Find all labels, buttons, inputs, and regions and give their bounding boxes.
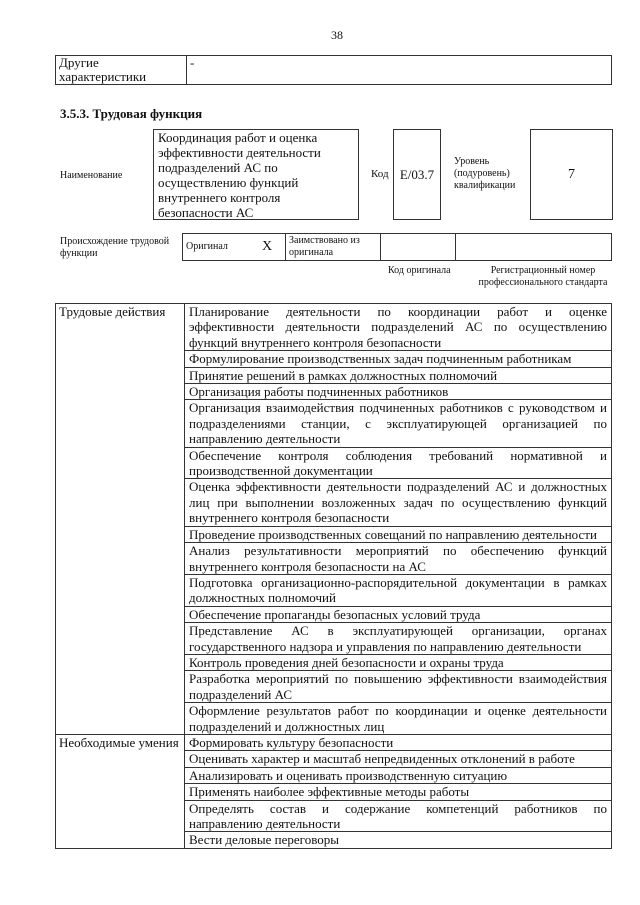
function-details-table (55, 303, 612, 849)
code-original-caption: Код оригинала (388, 265, 451, 276)
original-mark: X (249, 234, 286, 261)
function-code (393, 129, 441, 220)
labor-action-item: Обеспечение пропаганды безопасных условий труда (185, 606, 612, 622)
skill-row (56, 734, 612, 750)
code-label: Код (371, 168, 389, 180)
qualification-level-value: 7 (568, 166, 575, 182)
labor-action-item: Организация работы подчиненных работников (185, 384, 612, 400)
original-label: Оригинал (183, 234, 250, 261)
section-title: 3.5.3. Трудовая функция (60, 106, 203, 121)
labor-action-item: Анализ результативности мероприятий по обеспечению функций внутреннего контроля безопасности на АС (185, 543, 612, 575)
labor-action-item: Формулирование производственных задач подчиненным работникам (185, 351, 612, 367)
other-characteristics-table (55, 55, 612, 85)
labor-action-item: Оформление результатов работ по координации и оценке деятельности подразделений и должностных лиц (185, 703, 612, 735)
skill-item: Определять состав и содержание компетенций работников по направлению деятельности (185, 800, 612, 832)
original-code-cell (381, 234, 456, 261)
labor-action-row (56, 304, 612, 351)
other-label: Другие характеристики (56, 56, 187, 85)
qualification-level (530, 129, 613, 220)
level-label: Уровень (подуровень) квалификации (454, 156, 516, 191)
labor-action-item: Оценка эффективности деятельности подразделений АС и должностных лиц при выполнении возложенных задач по осуществлению функций внутреннего контроля безопасности (185, 479, 612, 526)
function-name: Координация работ и оценка эффективности деятельности подразделений АС по осуществлению функций внутреннего контроля безопасности АС (153, 129, 359, 220)
actions-label: Трудовые действия (56, 304, 185, 735)
labor-action-item: Организация взаимодействия подчиненных работников с руководством и подразделениями станции, с эксплуатирующей организацией по направлению деятельности (185, 400, 612, 447)
labor-action-item: Контроль проведения дней безопасности и охраны труда (185, 654, 612, 670)
function-code-value: E/03.7 (399, 166, 435, 182)
reg-number-cell (456, 234, 612, 261)
borrowed-label: Заимствовано из оригинала (286, 234, 381, 261)
labor-action-item: Подготовка организационно-распорядительной документации в рамках должностных полномочий (185, 574, 612, 606)
other-value: - (187, 56, 612, 85)
labor-action-item: Планирование деятельности по координации работ и оценке эффективности деятельности подразделений АС по осуществлению функций внутреннего контроля безопасности (185, 304, 612, 351)
name-label: Наименование (60, 170, 123, 181)
labor-action-item: Обеспечение контроля соблюдения требований нормативной и производственной документации (185, 447, 612, 479)
labor-action-item: Проведение производственных совещаний по направлению деятельности (185, 526, 612, 542)
page-number: 38 (331, 28, 343, 42)
skill-item: Формировать культуру безопасности (185, 734, 612, 750)
skill-item: Анализировать и оценивать производственную ситуацию (185, 767, 612, 783)
reg-number-caption: Регистрационный номер профессионального стандарта (478, 265, 608, 288)
skill-item: Оценивать характер и масштаб непредвиденных отклонений в работе (185, 751, 612, 767)
skills-label: Необходимые умения (56, 734, 185, 848)
origin-label: Происхождение трудовой функции (60, 236, 170, 259)
skill-item: Применять наиболее эффективные методы работы (185, 784, 612, 800)
origin-table (182, 233, 612, 261)
skill-item: Вести деловые переговоры (185, 832, 612, 848)
labor-action-item: Принятие решений в рамках должностных полномочий (185, 367, 612, 383)
labor-action-item: Представление АС в эксплуатирующей организации, органах государственного надзора и управления по направлению деятельности (185, 623, 612, 655)
labor-action-item: Разработка мероприятий по повышению эффективности взаимодействия подразделений АС (185, 671, 612, 703)
